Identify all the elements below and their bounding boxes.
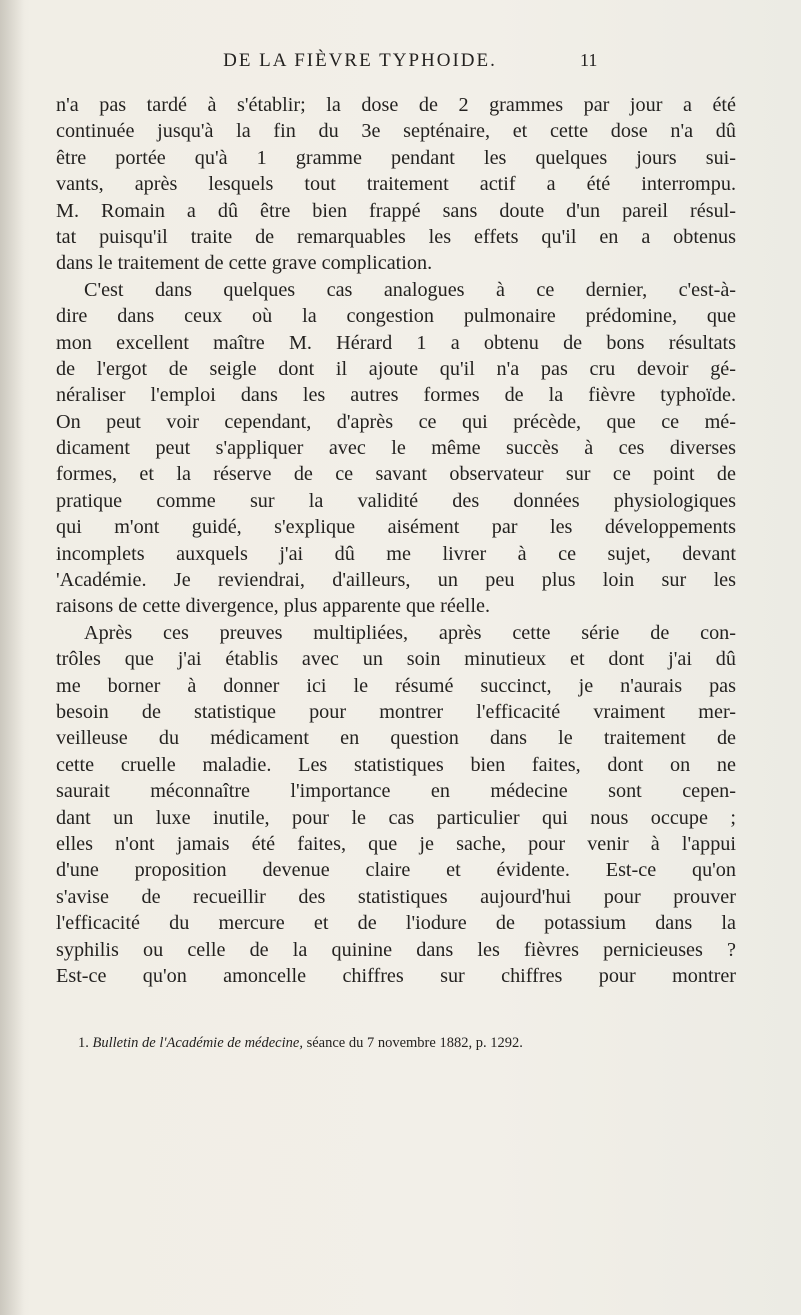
text-line: On peut voir cependant, d'après ce qui précède, que ce mé- xyxy=(56,410,736,433)
text-line: continuée jusqu'à la fin du 3e septénaire, et cette dose n'a dû xyxy=(56,120,736,143)
footnote-source: Bulletin de l'Académie de médecine, xyxy=(92,1035,303,1051)
text-line: Est-ce qu'on amoncelle chiffres sur chiffres pour montrer xyxy=(56,964,736,987)
text-line: néraliser l'emploi dans les autres formes de la fièvre typhoïde. xyxy=(56,384,736,407)
text-line: s'avise de recueillir des statistiques aujourd'hui pour prouver xyxy=(56,885,736,908)
text-line: de l'ergot de seigle dont il ajoute qu'il n'a pas cru devoir gé- xyxy=(56,357,736,380)
text-line: n'a pas tardé à s'établir; la dose de 2 grammes par jour a été xyxy=(56,94,736,116)
binding-shadow xyxy=(0,0,24,1315)
footnote-detail: séance du 7 novembre 1882, p. 1292. xyxy=(306,1035,523,1051)
footnote-marker: 1. xyxy=(78,1035,89,1051)
running-head-title: DE LA FIÈVRE TYPHOIDE. xyxy=(223,50,497,71)
text-line: raisons de cette divergence, plus apparente que réelle. xyxy=(56,595,491,618)
text-line: qui m'ont guidé, s'explique aisément par les développements xyxy=(56,516,736,539)
text-line: M. Romain a dû être bien frappé sans doute d'un pareil résul- xyxy=(56,199,736,222)
text-line: Après ces preuves multipliées, après cette série de con- xyxy=(84,621,736,644)
text-line: incomplets auxquels j'ai dû me livrer à ce sujet, devant xyxy=(56,542,736,565)
text-line: me borner à donner ici le résumé succinct, je n'aurais pas xyxy=(56,674,736,697)
text-line: 'Académie. Je reviendrai, d'ailleurs, un peu plus loin sur les xyxy=(56,569,736,592)
text-line: l'efficacité du mercure et de l'iodure de potassium dans la xyxy=(56,912,736,935)
text-line: dicament peut s'appliquer avec le même succès à ces diverses xyxy=(56,437,736,460)
text-line: tat puisqu'il traite de remarquables les effets qu'il en a obtenus xyxy=(56,225,736,248)
text-line: formes, et la réserve de ce savant observateur sur ce point de xyxy=(56,463,736,486)
text-line: pratique comme sur la validité des données physiologiques xyxy=(56,489,736,512)
text-line: saurait méconnaître l'importance en médecine sont cepen- xyxy=(56,780,736,803)
text-line: dant un luxe inutile, pour le cas particulier qui nous occupe ; xyxy=(56,806,736,829)
footnote xyxy=(78,1035,738,1052)
text-line: dire dans ceux où la congestion pulmonaire prédomine, que xyxy=(56,305,736,328)
text-line: dans le traitement de cette grave complication. xyxy=(56,252,433,275)
text-line: veilleuse du médicament en question dans le traitement de xyxy=(56,727,736,750)
text-line: syphilis ou celle de la quinine dans les fièvres pernicieuses ? xyxy=(56,938,736,961)
text-line: vants, après lesquels tout traitement actif a été interrompu. xyxy=(56,173,736,196)
body-text xyxy=(56,92,736,989)
text-line: être portée qu'à 1 gramme pendant les quelques jours sui- xyxy=(56,146,736,169)
text-line: besoin de statistique pour montrer l'efficacité vraiment mer- xyxy=(56,700,736,723)
text-line: cette cruelle maladie. Les statistiques bien faites, dont on ne xyxy=(56,753,736,776)
text-line: d'une proposition devenue claire et évidente. Est-ce qu'on xyxy=(56,859,736,882)
text-line: elles n'ont jamais été faites, que je sache, pour venir à l'appui xyxy=(56,832,736,855)
text-line: trôles que j'ai établis avec un soin minutieux et dont j'ai dû xyxy=(56,648,736,671)
text-line: mon excellent maître M. Hérard 1 a obtenu de bons résultats xyxy=(56,331,736,354)
text-line: C'est dans quelques cas analogues à ce dernier, c'est-à- xyxy=(84,278,736,301)
running-head xyxy=(0,50,801,80)
page-number: 11 xyxy=(580,50,598,70)
